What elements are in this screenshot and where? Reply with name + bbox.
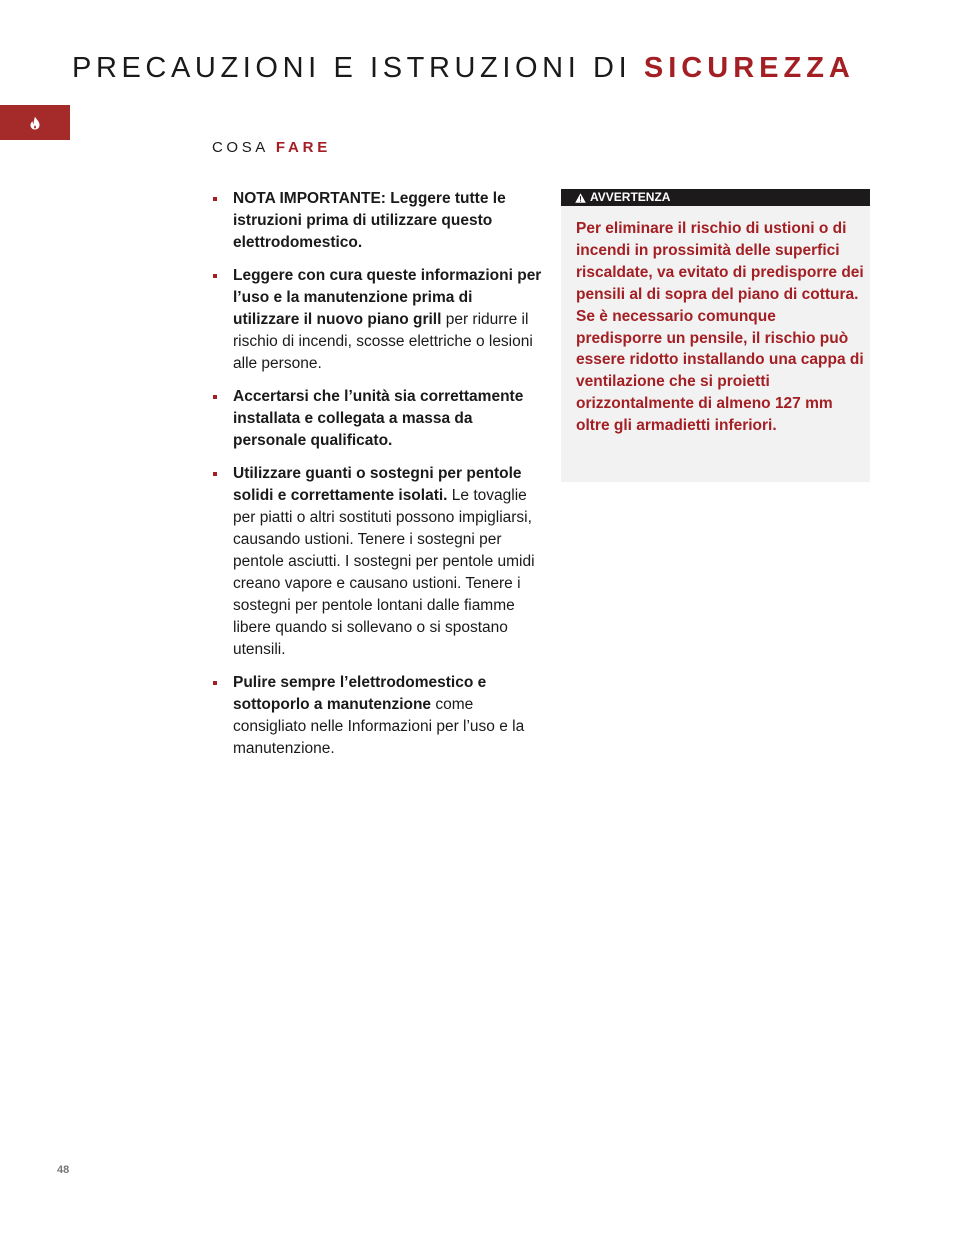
bullet-square-icon xyxy=(213,395,217,399)
bullet-text: per ridurre il rischio di incendi, scosse elettriche o lesioni alle persone. xyxy=(233,311,533,372)
bullet-bold-text: Utilizzare guanti o sostegni per pentole solidi e correttamente isolati. xyxy=(233,465,522,505)
warning-header xyxy=(561,189,870,206)
page-title-accent: SICUREZZA xyxy=(643,52,855,84)
bullet-text: Le tovaglie per piatti o altri sostituti possono impigliarsi, causando ustioni. Tenere i sostegni per pentole asciutti. I sostegni per pentole umidi creano vapore e causano ustioni. Tenere i sostegni per pentole lontani dalle fiamme libere quando si sollevano o si spostano utensili. xyxy=(233,487,535,658)
section-tab xyxy=(0,105,70,140)
flame-icon xyxy=(29,116,41,130)
list-item xyxy=(212,188,542,254)
bullet-square-icon xyxy=(213,197,217,201)
section-heading xyxy=(212,139,331,156)
bullet-bold-text: Leggere con cura queste informazioni per l’uso e la manutenzione prima di utilizzare il nuovo piano grill xyxy=(233,267,542,329)
warning-text: Per eliminare il rischio di ustioni o di incendi in prossimità delle superfici riscaldate, va evitato di predisporre dei pensili al di sopra del piano di cottura. Se è necessario comunque predisporre un pensile, il rischio può essere ridotto installando una cappa di ventilazione che si proietti orizzontalmente di almeno 127 mm oltre gli armadietti inferiori. xyxy=(576,220,864,435)
warning-triangle-icon xyxy=(575,193,586,203)
bullet-square-icon xyxy=(213,681,217,685)
page-title xyxy=(72,52,855,85)
safety-bullet-list xyxy=(212,188,542,771)
list-item xyxy=(212,463,542,660)
bullet-square-icon xyxy=(213,472,217,476)
section-heading-accent: FARE xyxy=(275,139,332,156)
list-item xyxy=(212,672,542,760)
section-heading-main: COSA xyxy=(212,139,269,156)
bullet-bold-text: Pulire sempre l’elettrodomestico e sottoporlo a manutenzione xyxy=(233,674,487,714)
bullet-square-icon xyxy=(213,274,217,278)
bullet-bold-text: Accertarsi che l’unità sia correttamente installata e collegata a massa da personale qualificato. xyxy=(233,388,524,450)
bullet-text: come consigliato nelle Informazioni per l’uso e la manutenzione. xyxy=(233,696,525,757)
warning-box xyxy=(561,189,870,482)
list-item xyxy=(212,386,542,452)
bullet-bold-text: NOTA IMPORTANTE: Leggere tutte le istruzioni prima di utilizzare questo elettrodomestico. xyxy=(233,190,506,251)
warning-label: AVVERTENZA xyxy=(590,190,671,204)
page-number: 48 xyxy=(57,1164,70,1176)
page-title-main: PRECAUZIONI E ISTRUZIONI DI xyxy=(72,52,632,84)
list-item xyxy=(212,265,542,375)
